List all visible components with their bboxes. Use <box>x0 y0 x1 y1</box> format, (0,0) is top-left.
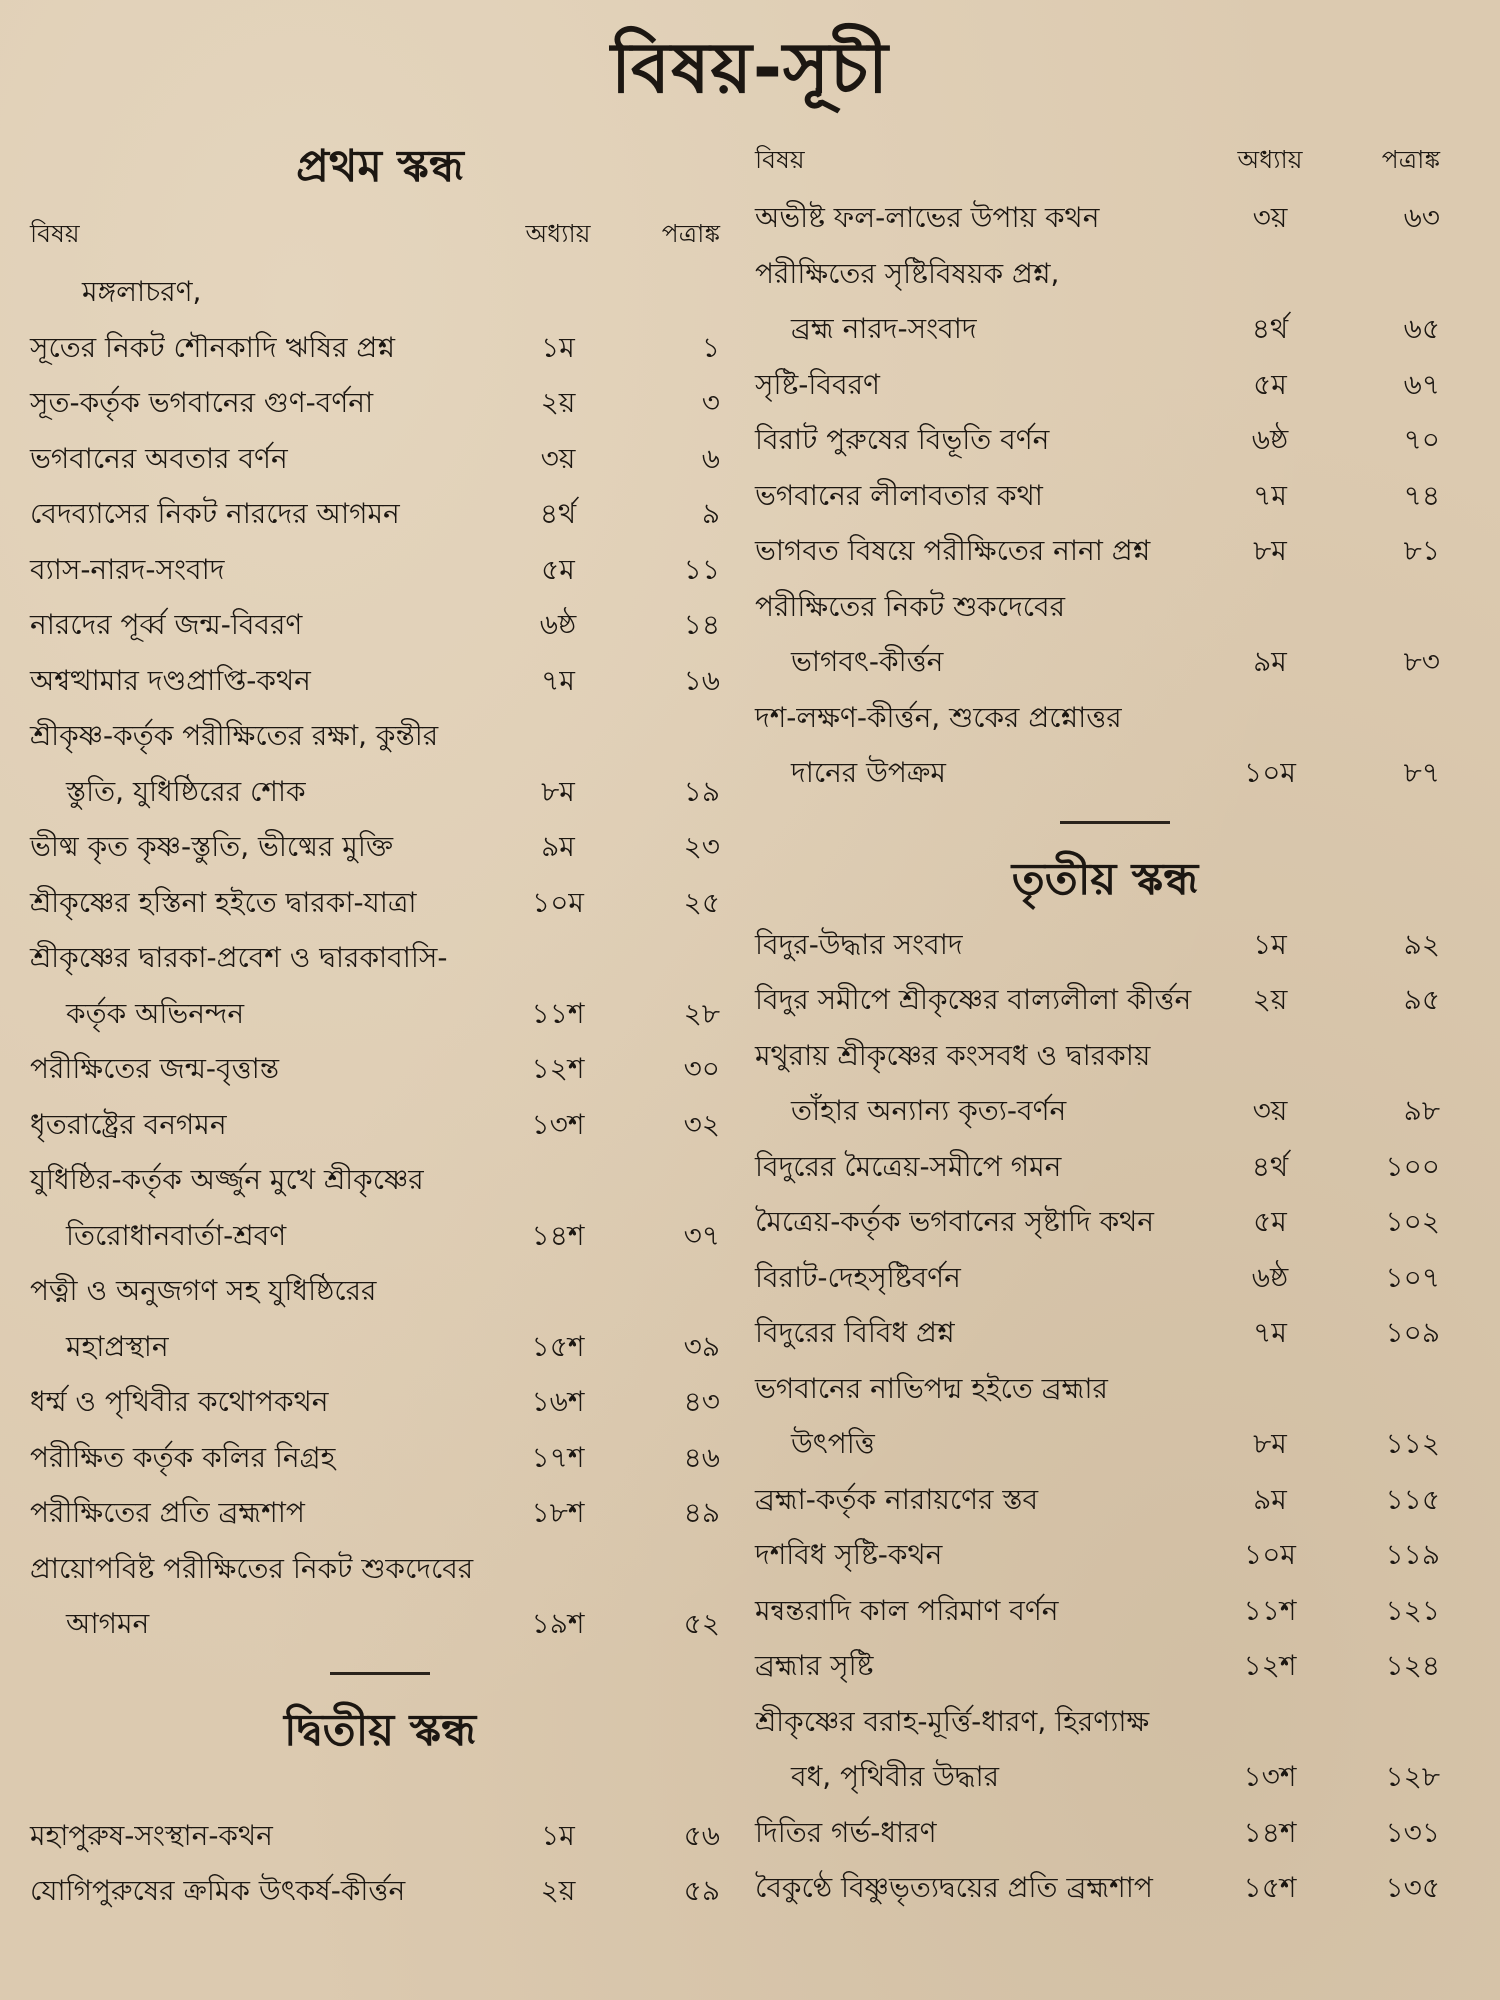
toc-subject: আগমন <box>66 1607 150 1640</box>
toc-row <box>30 986 730 1042</box>
toc-subject: সূতের নিকট শৌনকাদি ঋষির প্রশ্ন <box>30 330 395 364</box>
toc-chapter: ১৬শ <box>531 1385 585 1418</box>
toc-row <box>755 1361 1455 1417</box>
toc-chapter: ১১শ <box>531 996 585 1030</box>
toc-chapter: ১৯শ <box>531 1607 585 1640</box>
toc-subject: উৎপত্তি <box>791 1427 875 1460</box>
toc-subject: মহাপুরুষ-সংস্থান-কথন <box>30 1818 273 1852</box>
toc-chapter: ১২শ <box>531 1052 585 1085</box>
toc-row <box>30 875 730 931</box>
spacer <box>30 1768 730 1808</box>
toc-subject: পরীক্ষিত কর্তৃক কলির নিগ্রহ <box>30 1440 336 1474</box>
toc-row <box>755 917 1455 973</box>
toc-page: ৬৩ <box>1403 201 1440 234</box>
divider-line <box>330 1672 430 1675</box>
toc-subject: ভগবানের লীলাবতার কথা <box>755 478 1043 512</box>
toc-subject: বিদুর সমীপে শ্রীকৃষ্ণের বাল্যলীলা কীর্ত্তন <box>755 983 1192 1016</box>
toc-chapter: ৭ম <box>541 663 575 697</box>
divider-line <box>1060 821 1170 824</box>
toc-subject: সৃষ্টি-বিবরণ <box>755 367 880 401</box>
toc-row <box>30 486 730 542</box>
toc-row <box>755 1527 1455 1583</box>
toc-page: ১০০ <box>1385 1149 1440 1183</box>
toc-row <box>755 1472 1455 1528</box>
toc-subject: সূত-কর্তৃক ভগবানের গুণ-বর্ণনা <box>30 386 374 419</box>
toc-subject: পরীক্ষিতের নিকট শুকদেবের <box>755 589 1066 623</box>
toc-row <box>30 1097 730 1153</box>
toc-subject: বিরাট পুরুষের বিভূতি বর্ণন <box>755 423 1050 456</box>
toc-subject: অভীষ্ট ফল-লাভের উপায় কথন <box>755 201 1100 234</box>
header-page: পত্রাঙ্ক <box>661 219 720 248</box>
toc-page: ৯৮ <box>1403 1094 1440 1127</box>
toc-row <box>30 1863 730 1919</box>
toc-subject: ভাগবত বিষয়ে পরীক্ষিতের নানা প্রশ্ন <box>755 534 1151 567</box>
toc-row <box>30 653 730 709</box>
toc-page: ৪৬ <box>683 1440 720 1474</box>
toc-page: ১৬ <box>683 663 720 697</box>
toc-subject: মৈত্রেয়-কর্তৃক ভগবানের সৃষ্টাদি কথন <box>755 1205 1155 1238</box>
toc-row <box>30 1041 730 1097</box>
toc-chapter: ১৩শ <box>531 1107 585 1141</box>
section-divider <box>30 1652 730 1694</box>
toc-page: ১৩৫ <box>1385 1871 1440 1904</box>
toc-subject: মথুরায় শ্রীকৃষ্ণের কংসবধ ও দ্বারকায় <box>755 1038 1151 1072</box>
toc-chapter: ৪র্থ <box>539 497 577 530</box>
toc-chapter: ২য় <box>540 1874 576 1907</box>
toc-subject: পরীক্ষিতের প্রতি ব্রহ্মশাপ <box>30 1496 305 1529</box>
toc-row <box>30 431 730 487</box>
toc-page: ১০৯ <box>1385 1316 1440 1349</box>
toc-row <box>30 1485 730 1541</box>
toc-row <box>755 1638 1455 1694</box>
toc-chapter: ৬ষ্ঠ <box>1251 423 1289 456</box>
toc-page: ৬৫ <box>1403 312 1440 345</box>
toc-chapter: ৯ম <box>1253 1482 1287 1516</box>
toc-chapter: ১ম <box>1253 927 1287 961</box>
toc-subject: পরীক্ষিতের জন্ম-বৃত্তান্ত <box>30 1052 280 1085</box>
toc-chapter: ১০ম <box>1244 756 1296 789</box>
toc-subject: বিরাট-দেহসৃষ্টিবর্ণন <box>755 1260 961 1294</box>
toc-row <box>30 1208 730 1264</box>
toc-subject: দশবিধ সৃষ্টি-কথন <box>755 1538 943 1571</box>
toc-row <box>755 745 1455 801</box>
toc-subject: বধ, পৃথিবীর উদ্ধার <box>791 1760 999 1793</box>
toc-page: ৬ <box>701 441 720 475</box>
toc-page: ১১২ <box>1385 1427 1440 1460</box>
toc-chapter: ৮ম <box>541 774 575 808</box>
toc-page: ৮১ <box>1403 534 1440 567</box>
toc-row <box>30 764 730 820</box>
toc-row <box>30 708 730 764</box>
toc-row <box>30 1541 730 1597</box>
section-title-2: দ্বিতীয় স্কন্ধ <box>283 1704 477 1756</box>
toc-subject: ব্রহ্মার সৃষ্টি <box>755 1649 874 1682</box>
toc-chapter: ৯ম <box>1253 645 1287 678</box>
toc-chapter: ৬ষ্ঠ <box>1251 1260 1289 1294</box>
toc-page: ৩২ <box>683 1107 720 1141</box>
toc-page: ২৩ <box>683 830 720 863</box>
toc-subject: বিদুরের বিবিধ প্রশ্ন <box>755 1316 955 1349</box>
toc-subject: শ্রীকৃষ্ণের হস্তিনা হইতে দ্বারকা-যাত্রা <box>30 885 417 919</box>
toc-chapter: ১৩শ <box>1243 1760 1297 1793</box>
toc-page: ১৯ <box>683 774 720 808</box>
section-title-1: প্রথম স্কন্ধ <box>296 141 464 192</box>
toc-chapter: ২য় <box>540 386 576 419</box>
toc-subject: পরীক্ষিতের সৃষ্টিবিষয়ক প্রশ্ন, <box>755 256 1060 290</box>
toc-page: ১৪ <box>683 608 720 641</box>
toc-chapter: ১ম <box>541 1818 575 1852</box>
toc-row <box>755 1250 1455 1306</box>
toc-page: ১১ <box>683 552 720 586</box>
toc-subject: দিতির গর্ভ-ধারণ <box>755 1815 937 1849</box>
section-divider <box>755 801 1455 843</box>
toc-row <box>30 819 730 875</box>
toc-subject: ব্যাস-নারদ-সংবাদ <box>30 552 225 586</box>
toc-chapter: ১৭শ <box>531 1440 585 1474</box>
toc-chapter: ৩য় <box>1252 201 1288 234</box>
toc-subject: মন্বন্তরাদি কাল পরিমাণ বর্ণন <box>755 1593 1059 1627</box>
toc-row <box>755 1583 1455 1639</box>
toc-row <box>755 1860 1455 1916</box>
toc-row <box>30 930 730 986</box>
toc-subject: শ্রীকৃষ্ণের বরাহ-মূর্ত্তি-ধারণ, হিরণ্যাক্ষ <box>755 1704 1150 1738</box>
toc-row <box>755 412 1455 468</box>
toc-subject: নারদের পূর্ব্ব জন্ম-বিবরণ <box>30 608 303 641</box>
toc-page: ২৮ <box>683 996 720 1030</box>
toc-chapter: ৪র্থ <box>1251 1149 1289 1183</box>
toc-chapter: ৫ম <box>1253 1205 1287 1238</box>
toc-chapter: ১৮শ <box>531 1496 585 1529</box>
toc-subject: প্রায়োপবিষ্ট পরীক্ষিতের নিকট শুকদেবের <box>30 1551 474 1585</box>
toc-subject: পত্নী ও অনুজগণ সহ যুধিষ্ঠিরের <box>30 1274 377 1307</box>
toc-subject: মঙ্গলাচরণ, <box>82 275 202 308</box>
toc-page: ৭০ <box>1403 423 1440 456</box>
toc-chapter: ১ম <box>541 330 575 364</box>
header-page: পত্রাঙ্ক <box>1381 145 1440 174</box>
left-column <box>30 130 730 1919</box>
toc-chapter: ৮ম <box>1253 1427 1287 1460</box>
toc-chapter: ২য় <box>1252 983 1288 1016</box>
toc-page: ৪৩ <box>683 1385 720 1418</box>
toc-page: ১২১ <box>1385 1593 1440 1627</box>
toc-chapter: ৯ম <box>541 830 575 863</box>
toc-page: ৯৫ <box>1403 983 1440 1016</box>
toc-row <box>755 1194 1455 1250</box>
toc-row <box>755 357 1455 413</box>
toc-row <box>755 1083 1455 1139</box>
toc-chapter: ৭ম <box>1253 1316 1287 1349</box>
toc-row <box>755 246 1455 302</box>
toc-row <box>755 190 1455 246</box>
toc-page: ১০৭ <box>1385 1260 1440 1294</box>
toc-row <box>30 1263 730 1319</box>
header-chapter: অধ্যায় <box>1237 145 1303 174</box>
toc-subject: বেদব্যাসের নিকট নারদের আগমন <box>30 497 400 530</box>
toc-chapter: ৫ম <box>541 552 575 586</box>
toc-row <box>30 1430 730 1486</box>
toc-subject: বিদুর-উদ্ধার সংবাদ <box>755 927 963 961</box>
toc-page: ৮৩ <box>1403 645 1440 678</box>
toc-subject: দশ-লক্ষণ-কীর্ত্তন, শুকের প্রশ্নোত্তর <box>755 700 1122 734</box>
toc-subject: ভীষ্ম কৃত কৃষ্ণ-স্তুতি, ভীষ্মের মুক্তি <box>30 830 394 863</box>
toc-subject: তাঁহার অন্যান্য কৃত্য-বর্ণন <box>791 1094 1067 1127</box>
toc-chapter: ১২শ <box>1243 1649 1297 1682</box>
toc-row <box>755 1694 1455 1750</box>
toc-row <box>755 301 1455 357</box>
toc-page: ২৫ <box>683 885 720 919</box>
toc-subject: যোগিপুরুষের ক্রমিক উৎকর্ষ-কীর্ত্তন <box>30 1874 406 1907</box>
toc-subject: বিদুরের মৈত্রেয়-সমীপে গমন <box>755 1149 1062 1183</box>
toc-row <box>755 1749 1455 1805</box>
column-header-row <box>30 204 730 264</box>
toc-row <box>755 1139 1455 1195</box>
toc-subject: শ্রীকৃষ্ণের দ্বারকা-প্রবেশ ও দ্বারকাবাসি- <box>30 941 448 974</box>
toc-subject: ব্রহ্ম নারদ-সংবাদ <box>791 312 977 345</box>
toc-row <box>30 1374 730 1430</box>
toc-row <box>755 1305 1455 1361</box>
toc-page: ৩ <box>701 386 720 419</box>
section-title-3: তৃতীয় স্কন্ধ <box>1011 853 1199 905</box>
toc-row <box>30 1596 730 1652</box>
toc-chapter: ৩য় <box>540 441 576 475</box>
toc-row <box>30 597 730 653</box>
toc-subject: অশ্বত্থামার দণ্ডপ্রাপ্তি-কথন <box>30 663 311 697</box>
toc-page: ১ <box>701 330 720 364</box>
toc-row <box>30 1152 730 1208</box>
toc-row <box>755 523 1455 579</box>
toc-chapter: ১০ম <box>532 885 584 919</box>
toc-row <box>755 1805 1455 1861</box>
toc-subject: ভগবানের অবতার বর্ণন <box>30 441 288 475</box>
toc-row <box>30 542 730 598</box>
toc-row <box>30 1319 730 1375</box>
toc-page: ১১৫ <box>1385 1482 1440 1516</box>
toc-subject: যুধিষ্ঠির-কর্তৃক অর্জ্জুন মুখে শ্রীকৃষ্ণের <box>30 1163 424 1196</box>
page-title: বিষয়-সূচী <box>611 27 889 109</box>
toc-page: ৩৭ <box>683 1218 720 1252</box>
toc-chapter: ৭ম <box>1253 478 1287 512</box>
toc-row <box>755 972 1455 1028</box>
toc-chapter: ১৫শ <box>1243 1871 1297 1904</box>
toc-row <box>755 579 1455 635</box>
toc-subject: স্তুতি, যুধিষ্ঠিরের শোক <box>66 774 306 808</box>
toc-subject: কর্তৃক অভিনন্দন <box>66 996 245 1030</box>
header-subject: বিষয় <box>30 219 80 248</box>
toc-row <box>755 1416 1455 1472</box>
toc-chapter: ১০ম <box>1244 1538 1296 1571</box>
toc-page: ১৩১ <box>1385 1815 1440 1849</box>
toc-row <box>755 690 1455 746</box>
toc-subject: ভাগবৎ-কীর্ত্তন <box>791 645 944 678</box>
toc-page: ৫৯ <box>683 1874 720 1907</box>
toc-chapter: ১৪শ <box>1243 1815 1297 1849</box>
toc-row <box>755 1028 1455 1084</box>
toc-subject: ভগবানের নাভিপদ্ম হইতে ব্রহ্মার <box>755 1371 1108 1405</box>
toc-subject: দানের উপক্রম <box>791 756 946 789</box>
toc-subject: শ্রীকৃষ্ণ-কর্তৃক পরীক্ষিতের রক্ষা, কুন্তীর <box>30 719 439 752</box>
toc-row <box>30 375 730 431</box>
toc-page: ৯২ <box>1403 927 1440 961</box>
toc-chapter: ৬ষ্ঠ <box>539 608 577 641</box>
toc-page: ১২৮ <box>1385 1760 1440 1793</box>
toc-subject: মহাপ্রস্থান <box>66 1329 169 1363</box>
toc-chapter: ৫ম <box>1253 367 1287 401</box>
toc-page: ৬৭ <box>1403 367 1440 401</box>
toc-chapter: ১৪শ <box>531 1218 585 1252</box>
toc-chapter: ১৫শ <box>531 1329 585 1363</box>
toc-subject: বৈকুণ্ঠে বিষ্ণুভৃত্যদ্বয়ের প্রতি ব্রহ্মশাপ <box>755 1871 1153 1904</box>
toc-row <box>30 1808 730 1864</box>
toc-row <box>30 320 730 376</box>
toc-subject: তিরোধানবার্তা-শ্রবণ <box>66 1218 287 1252</box>
toc-row <box>755 634 1455 690</box>
toc-subject: ব্রহ্মা-কর্তৃক নারায়ণের স্তব <box>755 1482 1039 1516</box>
toc-row <box>755 468 1455 524</box>
header-subject: বিষয় <box>755 145 805 174</box>
right-column <box>755 130 1455 1916</box>
toc-page: ৭৪ <box>1403 478 1440 512</box>
toc-page: ৫৬ <box>683 1818 720 1852</box>
toc-page: ৪৯ <box>683 1496 720 1529</box>
toc-subject: ধৃতরাষ্ট্রের বনগমন <box>30 1107 227 1141</box>
header-chapter: অধ্যায় <box>525 219 591 248</box>
toc-subject: ধর্ম্ম ও পৃথিবীর কথোপকথন <box>30 1385 329 1418</box>
column-header-row <box>755 130 1455 190</box>
toc-page: ১০২ <box>1385 1205 1440 1238</box>
toc-row <box>30 264 730 320</box>
toc-chapter: ৩য় <box>1252 1094 1288 1127</box>
toc-page: ৯ <box>701 497 720 530</box>
toc-chapter: ১১শ <box>1243 1593 1297 1627</box>
toc-chapter: ৪র্থ <box>1251 312 1289 345</box>
toc-page: ৫২ <box>683 1607 720 1640</box>
toc-page: ১১৯ <box>1385 1538 1440 1571</box>
toc-page: ৩৯ <box>683 1329 720 1363</box>
toc-page: ৮৭ <box>1403 756 1440 789</box>
toc-page: ৩০ <box>683 1052 720 1085</box>
toc-chapter: ৮ম <box>1253 534 1287 567</box>
toc-page: ১২৪ <box>1385 1649 1440 1682</box>
